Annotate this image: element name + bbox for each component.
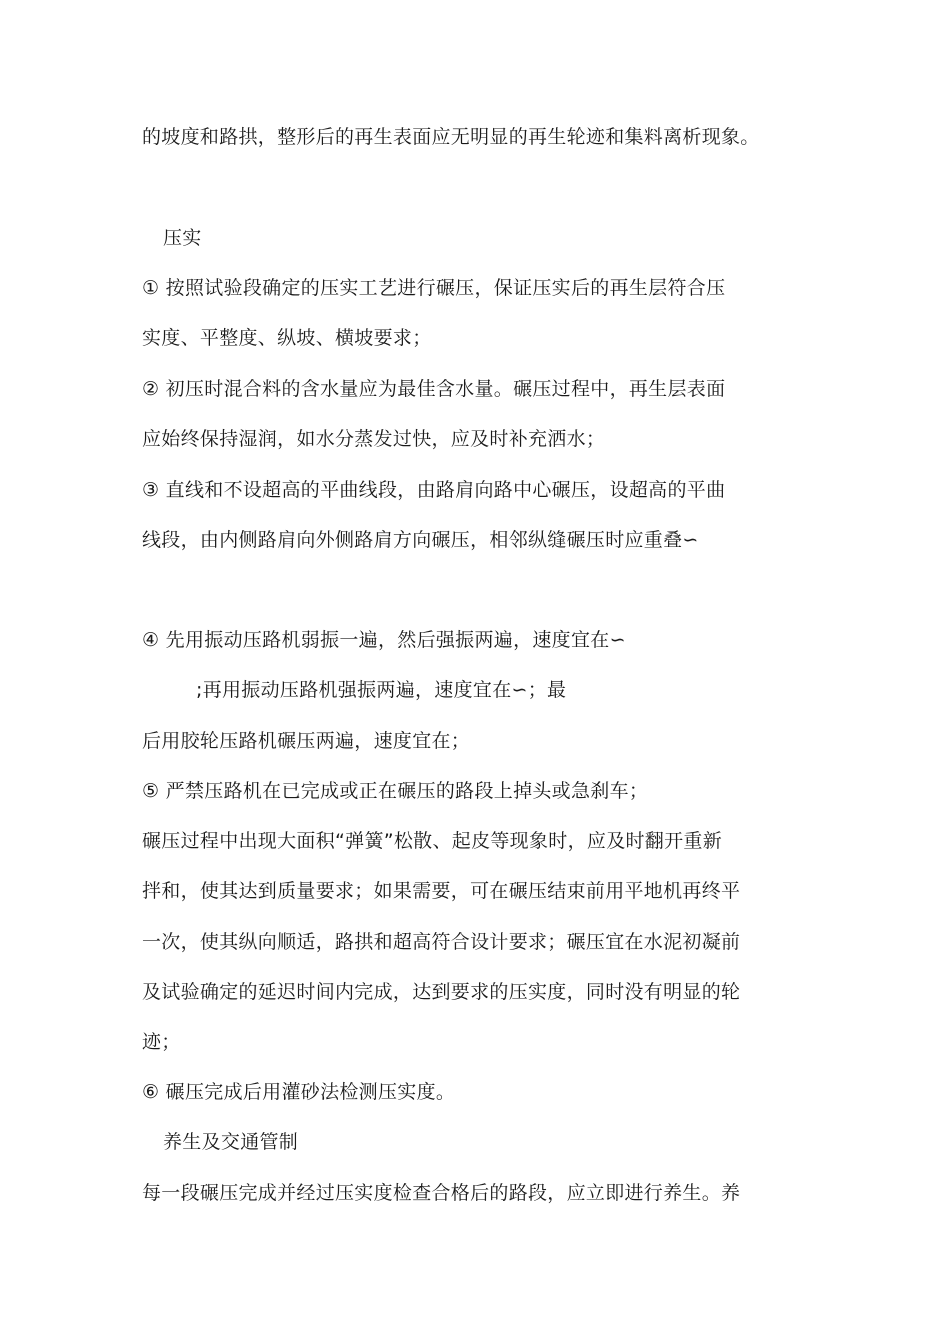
numbered-item-3: ③ 直线和不设超高的平曲线段，由路肩向路中心碾压，设超高的平曲 xyxy=(142,479,726,501)
section-heading-curing: 养生及交通管制 xyxy=(163,1131,299,1153)
numbered-item-6: ⑥ 碾压完成后用灌砂法检测压实度。 xyxy=(142,1081,456,1103)
numbered-item-2: ② 初压时混合料的含水量应为最佳含水量。碾压过程中，再生层表面 xyxy=(142,378,726,400)
body-text-line: 线段，由内侧路肩向外侧路肩方向碾压，相邻纵缝碾压时应重叠∽ xyxy=(142,529,699,551)
body-text-line: ;再用振动压路机强振两遍，速度宜在∽；最 xyxy=(196,679,567,701)
numbered-item-5: ⑤ 严禁压路机在已完成或正在碾压的路段上掉头或急刹车； xyxy=(142,780,649,802)
section-heading-compaction: 压实 xyxy=(163,227,202,249)
numbered-item-1: ① 按照试验段确定的压实工艺进行碾压，保证压实后的再生层符合压 xyxy=(142,277,726,299)
body-text-line: 实度、平整度、纵坡、横坡要求； xyxy=(142,327,432,349)
body-text-line: 碾压过程中出现大面积“弹簧”松散、起皮等现象时，应及时翻开重新 xyxy=(142,830,722,852)
body-text-line: 一次，使其纵向顺适，路拱和超高符合设计要求；碾压宜在水泥初凝前 xyxy=(142,931,741,953)
body-text-line: 后用胶轮压路机碾压两遍，速度宜在； xyxy=(142,730,471,752)
body-text-line: 迹； xyxy=(142,1031,181,1053)
body-text-line: 拌和，使其达到质量要求；如果需要，可在碾压结束前用平地机再终平 xyxy=(142,880,741,902)
body-text-line: 的坡度和路拱，整形后的再生表面应无明显的再生轮迹和集料离析现象。 xyxy=(142,126,760,148)
body-text-line: 应始终保持湿润，如水分蒸发过快，应及时补充洒水； xyxy=(142,428,606,450)
body-text-line: 及试验确定的延迟时间内完成，达到要求的压实度，同时没有明显的轮 xyxy=(142,981,741,1003)
body-text-line: 每一段碾压完成并经过压实度检查合格后的路段，应立即进行养生。养 xyxy=(142,1182,741,1204)
numbered-item-4: ④ 先用振动压路机弱振一遍，然后强振两遍，速度宜在∽ xyxy=(142,629,626,651)
